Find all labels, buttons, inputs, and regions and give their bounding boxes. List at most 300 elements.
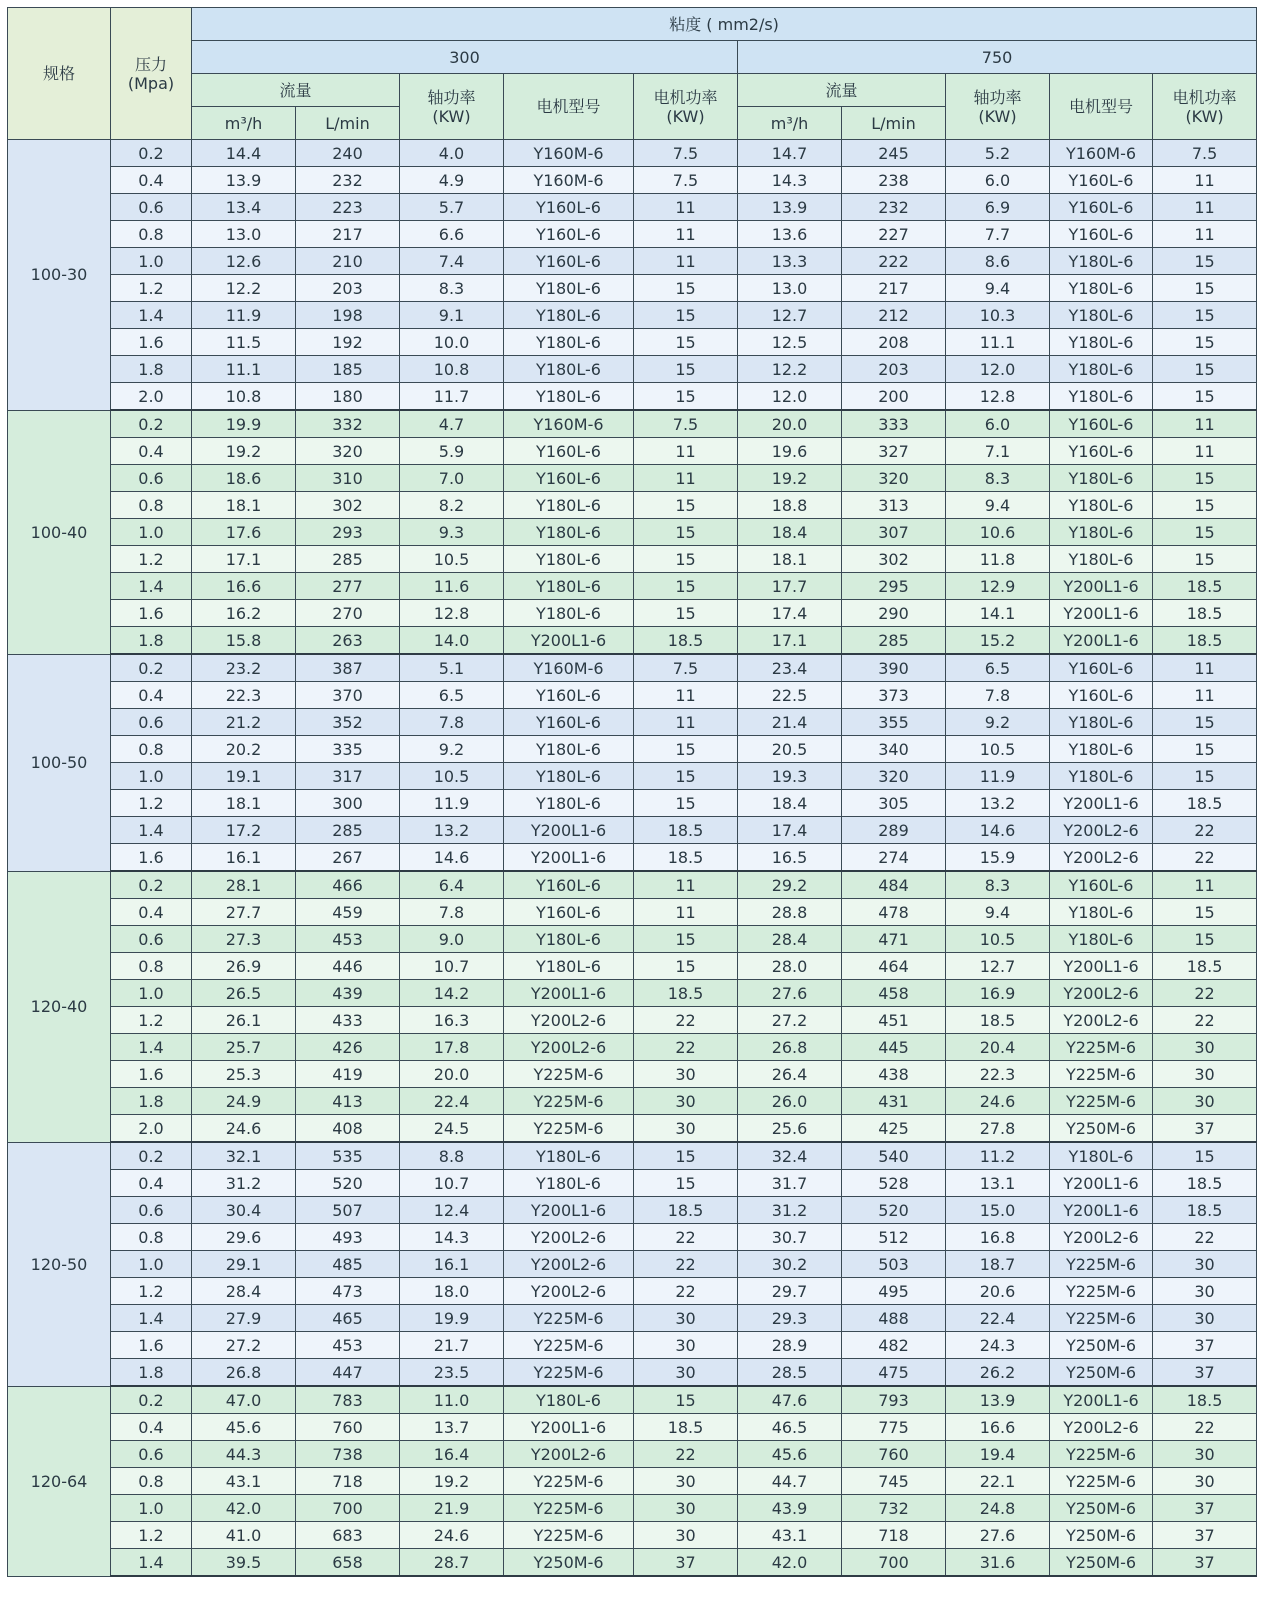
flow-m3h-cell: 16.1 [192, 844, 296, 872]
flow-lmin-cell: 390 [842, 654, 946, 682]
motor-power-cell: 18.5 [634, 980, 738, 1007]
motor-power-cell: 11 [634, 465, 738, 492]
motor-model-cell: Y225M-6 [504, 1522, 634, 1549]
flow-m3h-cell: 47.0 [192, 1386, 296, 1414]
flow-m3h-cell: 20.2 [192, 736, 296, 763]
motor-power-cell: 22 [1153, 844, 1257, 872]
motor-model-cell: Y225M-6 [504, 1359, 634, 1387]
table-row [8, 546, 1257, 573]
flow-m3h-cell: 14.7 [738, 140, 842, 167]
shaft-power-cell: 4.0 [400, 140, 504, 167]
flow-m3h-cell: 41.0 [192, 1522, 296, 1549]
table-row [8, 194, 1257, 221]
flow-lmin-cell: 340 [842, 736, 946, 763]
flow-m3h-cell: 26.9 [192, 953, 296, 980]
motor-power-cell: 11 [1153, 871, 1257, 899]
motor-power-cell: 7.5 [1153, 140, 1257, 167]
table-row [8, 736, 1257, 763]
flow-lmin-cell: 217 [842, 275, 946, 302]
flow-lmin-cell: 289 [842, 817, 946, 844]
shaft-power-cell: 15.0 [946, 1197, 1050, 1224]
shaft-power-cell: 27.6 [946, 1522, 1050, 1549]
motor-power-cell: 11 [634, 248, 738, 275]
motor-power-cell: 18.5 [634, 627, 738, 655]
flow-m3h-cell: 21.4 [738, 709, 842, 736]
flow-m3h-cell: 21.2 [192, 709, 296, 736]
flow-lmin-cell: 745 [842, 1468, 946, 1495]
shaft-power-cell: 10.0 [400, 329, 504, 356]
pressure-cell: 1.4 [111, 573, 192, 600]
flow-lmin-cell: 320 [842, 465, 946, 492]
shaft-power-cell: 22.3 [946, 1061, 1050, 1088]
shaft-power-cell: 22.4 [946, 1305, 1050, 1332]
motor-power-cell: 11 [634, 194, 738, 221]
motor-model-cell: Y200L1-6 [504, 844, 634, 872]
motor-power-cell: 15 [1153, 356, 1257, 383]
motor-model-header: 电机型号 [1050, 74, 1153, 140]
flow-m3h-cell: 39.5 [192, 1549, 296, 1577]
motor-power-cell: 18.5 [1153, 1170, 1257, 1197]
motor-model-cell: Y160M-6 [1050, 140, 1153, 167]
flow-lmin-cell: 431 [842, 1088, 946, 1115]
shaft-power-cell: 16.3 [400, 1007, 504, 1034]
table-row [8, 1332, 1257, 1359]
shaft-power-cell: 9.2 [946, 709, 1050, 736]
shaft-power-cell: 11.2 [946, 1142, 1050, 1170]
flow-m3h-cell: 46.5 [738, 1414, 842, 1441]
motor-model-cell: Y180L-6 [504, 275, 634, 302]
motor-power-cell: 37 [1153, 1495, 1257, 1522]
motor-power-cell: 22 [1153, 1007, 1257, 1034]
table-row [8, 1441, 1257, 1468]
pressure-cell: 0.2 [111, 871, 192, 899]
shaft-power-cell: 14.6 [400, 844, 504, 872]
motor-model-cell: Y160L-6 [504, 465, 634, 492]
flow-m3h-cell: 17.6 [192, 519, 296, 546]
motor-model-cell: Y180L-6 [504, 736, 634, 763]
shaft-power-cell: 13.2 [946, 790, 1050, 817]
motor-power-cell: 18.5 [1153, 1197, 1257, 1224]
motor-power-cell: 15 [634, 953, 738, 980]
flow-lmin-cell: 203 [296, 275, 400, 302]
shaft-power-cell: 7.4 [400, 248, 504, 275]
motor-model-cell: Y200L1-6 [504, 817, 634, 844]
flow-m3h-cell: 18.1 [192, 790, 296, 817]
flow-m3h-cell: 12.0 [738, 383, 842, 411]
shaft-power-cell: 12.8 [400, 600, 504, 627]
spec-cell: 120-40 [8, 871, 111, 1142]
pressure-cell: 0.4 [111, 682, 192, 709]
shaft-power-cell: 31.6 [946, 1549, 1050, 1577]
motor-model-cell: Y160M-6 [504, 140, 634, 167]
motor-power-cell: 30 [1153, 1278, 1257, 1305]
motor-power-cell: 15 [634, 546, 738, 573]
motor-model-cell: Y200L2-6 [1050, 1414, 1153, 1441]
flow-m3h-cell: 19.9 [192, 410, 296, 438]
motor-model-cell: Y225M-6 [1050, 1441, 1153, 1468]
motor-model-cell: Y180L-6 [1050, 709, 1153, 736]
motor-model-cell: Y160L-6 [1050, 871, 1153, 899]
table-row [8, 573, 1257, 600]
table-row [8, 871, 1257, 899]
motor-power-cell: 30 [634, 1088, 738, 1115]
shaft-power-header [400, 74, 504, 140]
motor-power-cell: 15 [634, 573, 738, 600]
flow-lmin-cell: 232 [842, 194, 946, 221]
motor-power-cell: 15 [1153, 736, 1257, 763]
flow-m3h-cell: 17.4 [738, 600, 842, 627]
pressure-unit: (Mpa) [127, 73, 175, 93]
motor-model-cell: Y200L2-6 [1050, 844, 1153, 872]
motor-model-cell: Y225M-6 [1050, 1468, 1153, 1495]
motor-model-cell: Y250M-6 [504, 1549, 634, 1577]
flow-lmin-cell: 240 [296, 140, 400, 167]
pressure-cell: 1.8 [111, 1359, 192, 1387]
flow-lmin-cell: 760 [296, 1414, 400, 1441]
flow-lmin-cell: 738 [296, 1441, 400, 1468]
motor-model-cell: Y160L-6 [504, 438, 634, 465]
motor-power-cell: 30 [634, 1468, 738, 1495]
motor-power-cell: 37 [1153, 1332, 1257, 1359]
motor-power-cell: 15 [634, 1142, 738, 1170]
flow-lmin-cell: 485 [296, 1251, 400, 1278]
motor-power-cell: 37 [1153, 1115, 1257, 1143]
flow-lmin-cell: 370 [296, 682, 400, 709]
table-body [8, 140, 1257, 1577]
shaft-power-cell: 9.3 [400, 519, 504, 546]
motor-power-cell: 15 [1153, 383, 1257, 411]
motor-model-cell: Y225M-6 [504, 1115, 634, 1143]
motor-model-cell: Y225M-6 [504, 1061, 634, 1088]
motor-power-cell: 11 [634, 709, 738, 736]
shaft-power-cell: 5.9 [400, 438, 504, 465]
flow-m3h-cell: 14.4 [192, 140, 296, 167]
table-row [8, 1278, 1257, 1305]
pump-spec-table [7, 7, 1257, 1577]
flow-m3h-cell: 27.7 [192, 899, 296, 926]
flow-lmin-cell: 307 [842, 519, 946, 546]
flow-m3h-cell: 22.3 [192, 682, 296, 709]
motor-power-cell: 7.5 [634, 167, 738, 194]
flow-m3h-cell: 12.5 [738, 329, 842, 356]
flow-lmin-cell: 433 [296, 1007, 400, 1034]
pressure-cell: 1.4 [111, 1034, 192, 1061]
flow-m3h-cell: 26.8 [738, 1034, 842, 1061]
motor-model-cell: Y180L-6 [504, 763, 634, 790]
shaft-power-cell: 6.5 [400, 682, 504, 709]
motor-power-cell: 30 [634, 1115, 738, 1143]
pressure-cell: 0.2 [111, 654, 192, 682]
flow-lmin-cell: 373 [842, 682, 946, 709]
pressure-cell: 0.2 [111, 1142, 192, 1170]
flow-m3h-cell: 30.7 [738, 1224, 842, 1251]
shaft-power-label: 轴功率 [427, 87, 476, 107]
flow-m3h-cell: 19.2 [738, 465, 842, 492]
motor-model-cell: Y160L-6 [504, 871, 634, 899]
flow-lmin-cell: 320 [842, 763, 946, 790]
flow-m3h-cell: 24.6 [192, 1115, 296, 1143]
motor-model-cell: Y225M-6 [1050, 1251, 1153, 1278]
motor-model-cell: Y180L-6 [1050, 329, 1153, 356]
motor-model-cell: Y200L1-6 [1050, 1386, 1153, 1414]
shaft-power-unit: (KW) [978, 106, 1017, 126]
flow-lmin-cell: 535 [296, 1142, 400, 1170]
shaft-power-cell: 7.8 [400, 709, 504, 736]
flow-lmin-cell: 471 [842, 926, 946, 953]
motor-power-cell: 18.5 [1153, 1386, 1257, 1414]
shaft-power-cell: 19.4 [946, 1441, 1050, 1468]
shaft-power-cell: 13.2 [400, 817, 504, 844]
shaft-power-cell: 7.8 [946, 682, 1050, 709]
flow-lmin-cell: 285 [296, 546, 400, 573]
pressure-cell: 0.6 [111, 1441, 192, 1468]
pressure-cell: 0.6 [111, 465, 192, 492]
shaft-power-cell: 12.9 [946, 573, 1050, 600]
flow-lmin-cell: 313 [842, 492, 946, 519]
flow-lmin-cell: 465 [296, 1305, 400, 1332]
shaft-power-cell: 7.1 [946, 438, 1050, 465]
shaft-power-cell: 12.4 [400, 1197, 504, 1224]
flow-m3h-cell: 13.6 [738, 221, 842, 248]
table-row [8, 1414, 1257, 1441]
flow-lmin-cell: 408 [296, 1115, 400, 1143]
pressure-cell: 1.0 [111, 980, 192, 1007]
flow-lmin-cell: 277 [296, 573, 400, 600]
table-row [8, 763, 1257, 790]
flow-lmin-cell: 317 [296, 763, 400, 790]
flow-lmin-cell: 473 [296, 1278, 400, 1305]
motor-model-cell: Y160M-6 [504, 410, 634, 438]
flow-m3h-cell: 42.0 [738, 1549, 842, 1577]
table-row [8, 1088, 1257, 1115]
shaft-power-cell: 20.6 [946, 1278, 1050, 1305]
shaft-power-cell: 21.9 [400, 1495, 504, 1522]
flow-lmin-cell: 270 [296, 600, 400, 627]
flow-lmin-cell: 793 [842, 1386, 946, 1414]
table-row [8, 275, 1257, 302]
motor-power-cell: 7.5 [634, 410, 738, 438]
flow-lmin-cell: 332 [296, 410, 400, 438]
motor-power-cell: 11 [634, 221, 738, 248]
motor-power-cell: 11 [634, 438, 738, 465]
pressure-cell: 1.2 [111, 790, 192, 817]
motor-power-cell: 11 [1153, 410, 1257, 438]
motor-model-cell: Y160L-6 [504, 709, 634, 736]
flow-lmin-cell: 488 [842, 1305, 946, 1332]
motor-model-cell: Y180L-6 [1050, 546, 1153, 573]
motor-power-cell: 11 [634, 682, 738, 709]
flow-lmin-cell: 333 [842, 410, 946, 438]
flow-lmin-cell: 274 [842, 844, 946, 872]
motor-power-cell: 15 [1153, 329, 1257, 356]
table-row [8, 1170, 1257, 1197]
shaft-power-cell: 5.1 [400, 654, 504, 682]
flow-m3h-cell: 31.7 [738, 1170, 842, 1197]
motor-model-cell: Y180L-6 [1050, 356, 1153, 383]
shaft-power-cell: 22.1 [946, 1468, 1050, 1495]
shaft-power-cell: 16.8 [946, 1224, 1050, 1251]
shaft-power-cell: 23.5 [400, 1359, 504, 1387]
motor-model-cell: Y225M-6 [504, 1305, 634, 1332]
flow-lmin-cell: 352 [296, 709, 400, 736]
flow-m3h-cell: 26.0 [738, 1088, 842, 1115]
motor-power-label: 电机功率 [653, 87, 718, 107]
motor-model-cell: Y200L1-6 [1050, 600, 1153, 627]
flow-lmin-cell: 290 [842, 600, 946, 627]
table-row [8, 654, 1257, 682]
flow-lmin-cell: 212 [842, 302, 946, 329]
motor-power-cell: 22 [634, 1278, 738, 1305]
shaft-power-unit: (KW) [432, 106, 471, 126]
motor-model-cell: Y225M-6 [1050, 1305, 1153, 1332]
flow-m3h-cell: 26.1 [192, 1007, 296, 1034]
table-row [8, 248, 1257, 275]
motor-power-cell: 15 [1153, 519, 1257, 546]
motor-power-cell: 18.5 [634, 1414, 738, 1441]
motor-power-cell: 22 [634, 1251, 738, 1278]
shaft-power-cell: 16.6 [946, 1414, 1050, 1441]
flow-m3h-cell: 17.1 [738, 627, 842, 655]
flow-lmin-cell: 718 [842, 1522, 946, 1549]
flow-m3h-cell: 29.6 [192, 1224, 296, 1251]
motor-power-cell: 22 [634, 1034, 738, 1061]
motor-model-cell: Y200L2-6 [504, 1441, 634, 1468]
flow-m3h-cell: 20.0 [738, 410, 842, 438]
motor-model-cell: Y200L2-6 [1050, 817, 1153, 844]
flow-m3h-cell: 19.2 [192, 438, 296, 465]
flow-lmin-cell: 232 [296, 167, 400, 194]
flow-m3h-cell: 12.2 [738, 356, 842, 383]
flow-lmin-cell: 459 [296, 899, 400, 926]
motor-model-cell: Y160M-6 [504, 654, 634, 682]
motor-model-cell: Y200L2-6 [504, 1251, 634, 1278]
flow-lmin-cell: 200 [842, 383, 946, 411]
flow-lmin-cell: 413 [296, 1088, 400, 1115]
shaft-power-cell: 5.7 [400, 194, 504, 221]
motor-power-cell: 18.5 [1153, 600, 1257, 627]
motor-power-cell: 15 [634, 736, 738, 763]
flow-m3h-cell: 18.8 [738, 492, 842, 519]
motor-model-cell: Y180L-6 [504, 329, 634, 356]
shaft-power-cell: 6.0 [946, 167, 1050, 194]
motor-power-cell: 22 [634, 1224, 738, 1251]
spec-header: 规格 [8, 8, 111, 140]
flow-lmin-cell: 302 [296, 492, 400, 519]
motor-model-cell: Y200L2-6 [504, 1007, 634, 1034]
flow-lmin-cell: 302 [842, 546, 946, 573]
flow-lmin-cell: 335 [296, 736, 400, 763]
pressure-cell: 0.4 [111, 1414, 192, 1441]
table-row [8, 1495, 1257, 1522]
flow-lmin-cell: 718 [296, 1468, 400, 1495]
motor-power-cell: 15 [1153, 248, 1257, 275]
motor-power-cell: 15 [634, 492, 738, 519]
shaft-power-cell: 12.0 [946, 356, 1050, 383]
motor-power-cell: 30 [1153, 1034, 1257, 1061]
shaft-power-cell: 18.5 [946, 1007, 1050, 1034]
motor-model-cell: Y180L-6 [1050, 899, 1153, 926]
table-row [8, 1197, 1257, 1224]
motor-power-cell: 18.5 [634, 1197, 738, 1224]
flow-lmin-cell: 238 [842, 167, 946, 194]
table-row [8, 1007, 1257, 1034]
flow-m3h-cell: 13.4 [192, 194, 296, 221]
flow-lmin-cell: 700 [842, 1549, 946, 1577]
flow-lmin-cell: 217 [296, 221, 400, 248]
flow-lmin-cell: 387 [296, 654, 400, 682]
flow-m3h-cell: 12.2 [192, 275, 296, 302]
motor-model-cell: Y180L-6 [504, 356, 634, 383]
flow-m3h-cell: 20.5 [738, 736, 842, 763]
flow-m3h-cell: 30.2 [738, 1251, 842, 1278]
shaft-power-cell: 8.2 [400, 492, 504, 519]
shaft-power-cell: 6.5 [946, 654, 1050, 682]
table-row [8, 356, 1257, 383]
motor-model-cell: Y180L-6 [1050, 383, 1153, 411]
table-row [8, 221, 1257, 248]
motor-model-cell: Y180L-6 [1050, 926, 1153, 953]
flow-m3h-cell: 19.3 [738, 763, 842, 790]
motor-model-cell: Y250M-6 [1050, 1115, 1153, 1143]
shaft-power-cell: 7.7 [946, 221, 1050, 248]
flow-m3h-cell: 32.4 [738, 1142, 842, 1170]
shaft-power-cell: 13.9 [946, 1386, 1050, 1414]
flow-m3h-cell: 17.2 [192, 817, 296, 844]
motor-power-cell: 15 [634, 383, 738, 411]
flow-lmin-cell: 285 [842, 627, 946, 655]
flow-m3h-cell: 16.5 [738, 844, 842, 872]
shaft-power-cell: 14.3 [400, 1224, 504, 1251]
pressure-cell: 0.8 [111, 1224, 192, 1251]
flow-m3h-cell: 11.1 [192, 356, 296, 383]
pressure-cell: 1.0 [111, 519, 192, 546]
table-row [8, 899, 1257, 926]
flow-lmin-cell: 192 [296, 329, 400, 356]
motor-model-cell: Y160L-6 [504, 248, 634, 275]
flow-m3h-cell: 45.6 [738, 1441, 842, 1468]
motor-model-cell: Y180L-6 [504, 1386, 634, 1414]
unit-m3h-header: m³/h [192, 107, 296, 140]
flow-m3h-cell: 18.6 [192, 465, 296, 492]
motor-model-cell: Y180L-6 [504, 546, 634, 573]
motor-power-cell: 30 [1153, 1088, 1257, 1115]
pressure-cell: 1.4 [111, 1305, 192, 1332]
motor-model-cell: Y200L1-6 [1050, 1197, 1153, 1224]
motor-model-cell: Y180L-6 [504, 519, 634, 546]
flow-lmin-cell: 419 [296, 1061, 400, 1088]
table-row [8, 140, 1257, 167]
shaft-power-cell: 15.2 [946, 627, 1050, 655]
flow-m3h-cell: 28.5 [738, 1359, 842, 1387]
flow-lmin-cell: 203 [842, 356, 946, 383]
table-row [8, 1522, 1257, 1549]
shaft-power-header [946, 74, 1050, 140]
flow-m3h-cell: 26.8 [192, 1359, 296, 1387]
pressure-cell: 0.8 [111, 221, 192, 248]
flow-lmin-cell: 700 [296, 1495, 400, 1522]
table-row [8, 329, 1257, 356]
flow-lmin-cell: 285 [296, 817, 400, 844]
table-row [8, 383, 1257, 411]
flow-m3h-cell: 14.3 [738, 167, 842, 194]
shaft-power-cell: 9.2 [400, 736, 504, 763]
motor-power-cell: 37 [1153, 1522, 1257, 1549]
shaft-power-cell: 18.0 [400, 1278, 504, 1305]
flow-m3h-cell: 28.4 [192, 1278, 296, 1305]
flow-lmin-cell: 208 [842, 329, 946, 356]
pressure-label: 压力 [134, 54, 167, 74]
flow-m3h-cell: 31.2 [192, 1170, 296, 1197]
